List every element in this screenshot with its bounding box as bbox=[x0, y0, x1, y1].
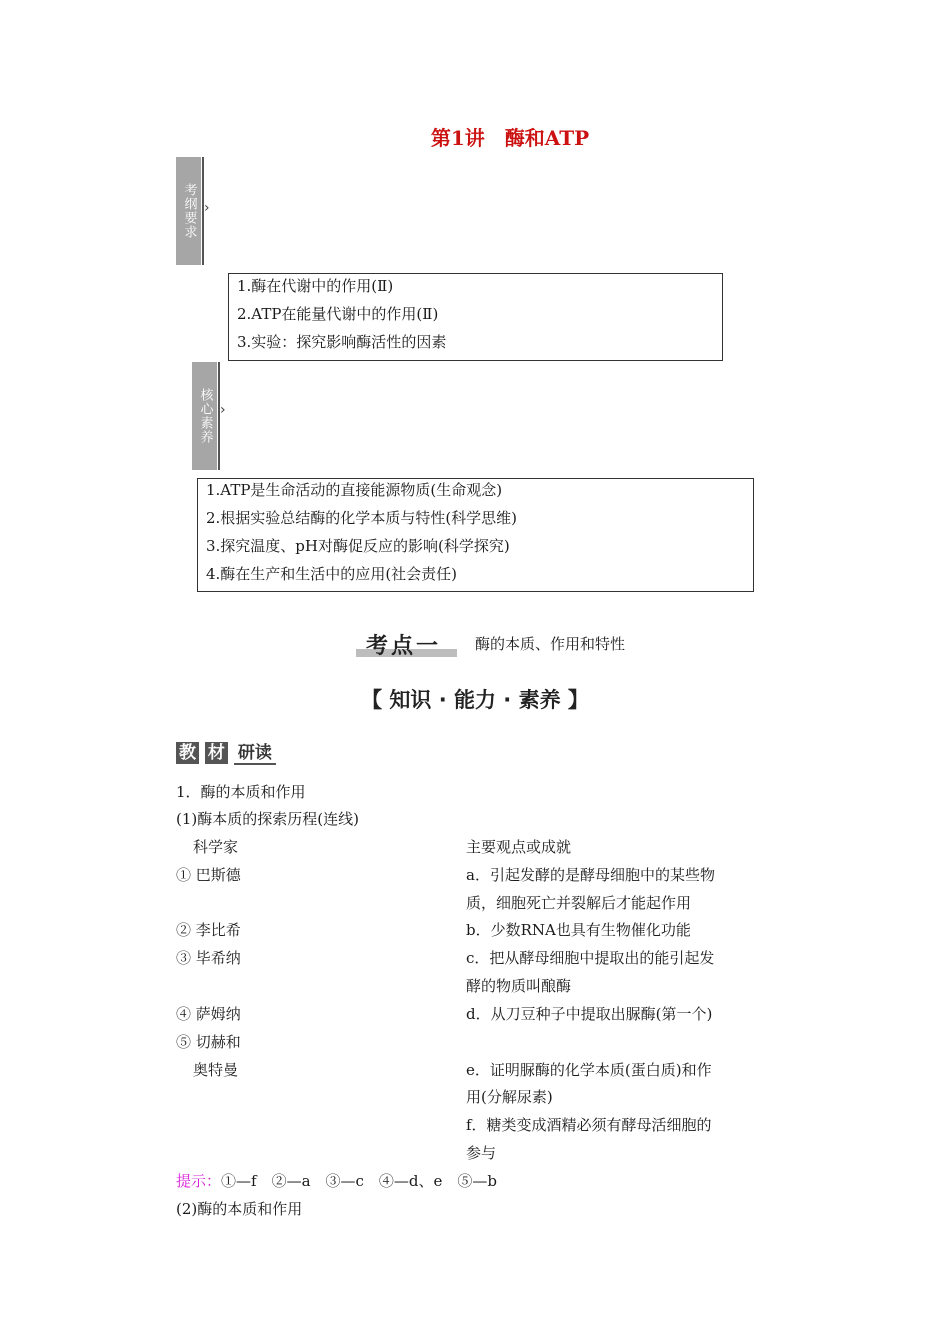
section-heading: 【 知识 · 能力 · 素养 】 bbox=[361, 688, 589, 712]
heading-1: 1．酶的本质和作用 bbox=[176, 783, 306, 801]
point-item: 酵的物质叫酿酶 bbox=[466, 977, 572, 995]
jiaocai-char: 教 bbox=[176, 742, 199, 764]
scientist-item: ⑤ 切赫和 bbox=[176, 1033, 241, 1051]
point-item: c．把从酵母细胞中提取出的能引起发 bbox=[466, 949, 715, 967]
chevron-right-icon: › bbox=[204, 200, 210, 216]
point-item: e．证明脲酶的化学本质(蛋白质)和作 bbox=[466, 1061, 712, 1079]
gangyao-box bbox=[228, 273, 723, 361]
suyang-item: 4.酶在生产和生活中的应用(社会责任) bbox=[206, 565, 458, 583]
suyang-tab-label: 核心素养 bbox=[197, 388, 213, 444]
column-header-scientist: 科学家 bbox=[193, 838, 239, 856]
suyang-item: 2.根据实验总结酶的化学本质与特性(科学思维) bbox=[206, 509, 518, 527]
chevron-right-icon: › bbox=[220, 402, 226, 418]
page-title: 第1讲 酶和ATP bbox=[430, 126, 590, 150]
point-item: f．糖类变成酒精必须有酵母活细胞的 bbox=[466, 1116, 712, 1134]
gangyao-item: 2.ATP在能量代谢中的作用(Ⅱ) bbox=[237, 305, 439, 323]
suyang-item: 1.ATP是生命活动的直接能源物质(生命观念) bbox=[206, 481, 503, 499]
heading-1-2: (2)酶的本质和作用 bbox=[176, 1200, 303, 1218]
kaodian-title: 考点一 bbox=[366, 634, 442, 659]
suyang-item: 3.探究温度、pH对酶促反应的影响(科学探究) bbox=[206, 537, 510, 555]
point-item: a．引起发酵的是酵母细胞中的某些物 bbox=[466, 866, 715, 884]
point-item: d．从刀豆种子中提取出脲酶(第一个) bbox=[466, 1005, 713, 1023]
hint-line bbox=[176, 1170, 497, 1191]
gangyao-tab-label: 考纲要求 bbox=[181, 183, 197, 239]
jiaocai-rest: 研读 bbox=[234, 743, 276, 765]
point-item: b．少数RNA也具有生物催化功能 bbox=[466, 921, 691, 939]
column-header-points: 主要观点或成就 bbox=[466, 838, 572, 856]
gangyao-item: 1.酶在代谢中的作用(Ⅱ) bbox=[237, 277, 394, 295]
gangyao-tab bbox=[176, 157, 201, 265]
point-item: 用(分解尿素) bbox=[466, 1088, 553, 1106]
point-item: 参与 bbox=[466, 1144, 497, 1162]
scientist-item: ③ 毕希纳 bbox=[176, 949, 241, 967]
hint-label: 提示： bbox=[176, 1172, 222, 1190]
gangyao-item: 3.实验：探究影响酶活性的因素 bbox=[237, 333, 447, 351]
jiaocai-char: 材 bbox=[205, 742, 228, 764]
scientist-item: ④ 萨姆纳 bbox=[176, 1005, 241, 1023]
scientist-item: 奥特曼 bbox=[193, 1061, 239, 1079]
suyang-tab bbox=[192, 362, 217, 470]
scientist-item: ① 巴斯德 bbox=[176, 866, 241, 884]
hint-text: ①—f ②—a ③—c ④—d、e ⑤—b bbox=[221, 1172, 497, 1190]
scientist-item: ② 李比希 bbox=[176, 921, 241, 939]
kaodian-subtitle: 酶的本质、作用和特性 bbox=[475, 635, 626, 653]
point-item: 质，细胞死亡并裂解后才能起作用 bbox=[466, 894, 692, 912]
jiaocai-tag bbox=[176, 738, 276, 763]
heading-1-1: (1)酶本质的探索历程(连线) bbox=[176, 810, 359, 828]
suyang-box bbox=[197, 478, 754, 592]
